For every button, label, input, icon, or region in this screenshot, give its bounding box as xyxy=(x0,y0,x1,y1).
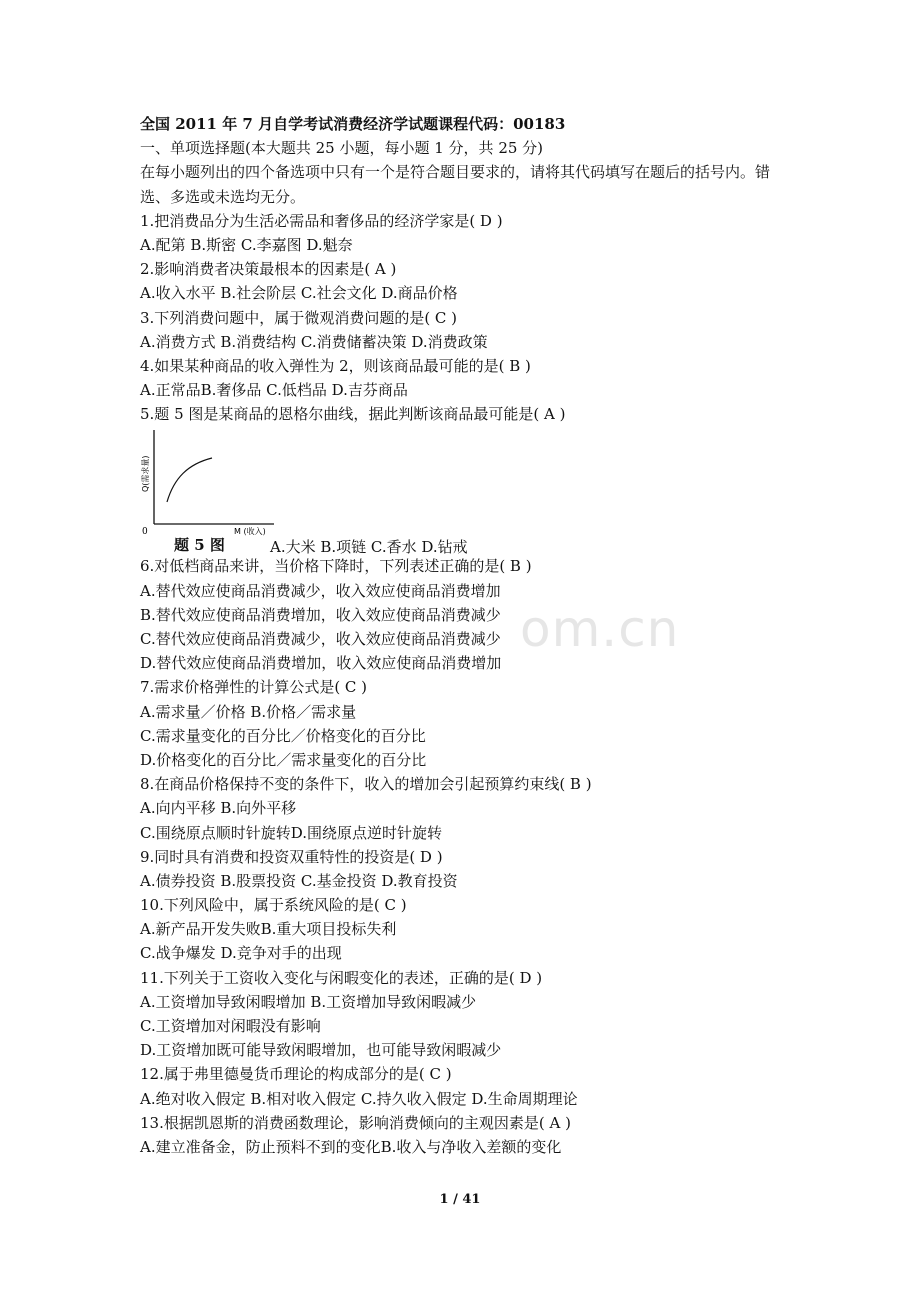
question-line: 8.在商品价格保持不变的条件下，收入的增加会引起预算约束线( B ) xyxy=(140,775,592,794)
question-line: B.替代效应使商品消费增加，收入效应使商品消费减少 xyxy=(140,605,501,624)
document-title: 全国 2011 年 7 月自学考试消费经济学试题课程代码：00183 xyxy=(140,115,566,133)
question-line: D.替代效应使商品消费增加，收入效应使商品消费增加 xyxy=(140,654,502,673)
question-line: 1.把消费品分为生活必需品和奢侈品的经济学家是( D ) xyxy=(140,211,503,230)
question-line: 12.属于弗里德曼货币理论的构成部分的是( C ) xyxy=(140,1065,452,1084)
question-line: D.价格变化的百分比／需求量变化的百分比 xyxy=(140,750,427,769)
question-line: 5.题 5 图是某商品的恩格尔曲线，据此判断该商品最可能是( A ) xyxy=(140,405,566,424)
question-line: A.绝对收入假定 B.相对收入假定 C.持久收入假定 D.生命周期理论 xyxy=(140,1089,578,1108)
questions-before-figure xyxy=(140,209,790,427)
engel-curve-figure xyxy=(140,428,280,540)
question-line: 11.下列关于工资收入变化与闲暇变化的表述，正确的是( D ) xyxy=(140,968,543,987)
instructions: 在每小题列出的四个备选项中只有一个是符合题目要求的，请将其代码填写在题后的括号内。错选、多选或未选均无分。 xyxy=(140,163,771,206)
question-line: C.工资增加对闲暇没有影响 xyxy=(140,1017,321,1036)
question-line: 2.影响消费者决策最根本的因素是( A ) xyxy=(140,260,397,279)
origin-label: 0 xyxy=(142,527,148,538)
question-line: 4.如果某种商品的收入弹性为 2，则该商品最可能的是( B ) xyxy=(140,356,531,375)
x-axis-label: M (收入) xyxy=(234,527,266,537)
question-line: 7.需求价格弹性的计算公式是( C ) xyxy=(140,678,368,697)
question-line: 9.同时具有消费和投资双重特性的投资是( D ) xyxy=(140,847,443,866)
question-line: D.工资增加既可能导致闲暇增加，也可能导致闲暇减少 xyxy=(140,1041,502,1060)
figure-caption: 题 5 图 xyxy=(174,536,225,555)
page-number: 1 / 41 xyxy=(439,1192,481,1207)
question-line: A.建立准备金，防止预料不到的变化B.收入与净收入差额的变化 xyxy=(140,1137,562,1156)
watermark: om.cn xyxy=(520,600,680,658)
question-line: A.替代效应使商品消费减少，收入效应使商品消费增加 xyxy=(140,581,501,600)
section-header: 一、单项选择题(本大题共 25 小题，每小题 1 分，共 25 分) xyxy=(140,139,544,158)
question-line: C.替代效应使商品消费减少，收入效应使商品消费减少 xyxy=(140,630,501,649)
question-line: C.需求量变化的百分比／价格变化的百分比 xyxy=(140,726,426,745)
page-content xyxy=(140,112,790,1159)
question-line: C.战争爆发 D.竞争对手的出现 xyxy=(140,944,342,963)
engel-curve xyxy=(167,458,212,502)
question-line: A.正常品B.奢侈品 C.低档品 D.吉芬商品 xyxy=(140,381,408,400)
question-line: A.消费方式 B.消费结构 C.消费储蓄决策 D.消费政策 xyxy=(140,332,488,351)
question-line: A.配第 B.斯密 C.李嘉图 D.魁奈 xyxy=(140,235,353,254)
question-line: A.向内平移 B.向外平移 xyxy=(140,799,297,818)
question-line: 10.下列风险中，属于系统风险的是( C ) xyxy=(140,896,407,915)
y-axis-label: Q(需求量) xyxy=(141,455,150,493)
question-line: A.新产品开发失败B.重大项目投标失利 xyxy=(140,920,397,939)
questions-after-figure xyxy=(140,554,790,1159)
question-5-options: A.大米 B.项链 C.香水 D.钻戒 xyxy=(270,538,468,557)
question-line: 3.下列消费问题中，属于微观消费问题的是( C ) xyxy=(140,308,458,327)
question-line: A.需求量／价格 B.价格／需求量 xyxy=(140,702,357,721)
question-line: 13.根据凯恩斯的消费函数理论，影响消费倾向的主观因素是( A ) xyxy=(140,1113,571,1132)
question-line: A.工资增加导致闲暇增加 B.工资增加导致闲暇减少 xyxy=(140,992,477,1011)
question-line: 6.对低档商品来讲，当价格下降时，下列表述正确的是( B ) xyxy=(140,557,532,576)
question-line: C.围绕原点顺时针旋转D.围绕原点逆时针旋转 xyxy=(140,823,442,842)
question-line: A.债券投资 B.股票投资 C.基金投资 D.教育投资 xyxy=(140,871,458,890)
figure-row xyxy=(140,426,790,557)
question-line: A.收入水平 B.社会阶层 C.社会文化 D.商品价格 xyxy=(140,284,458,303)
